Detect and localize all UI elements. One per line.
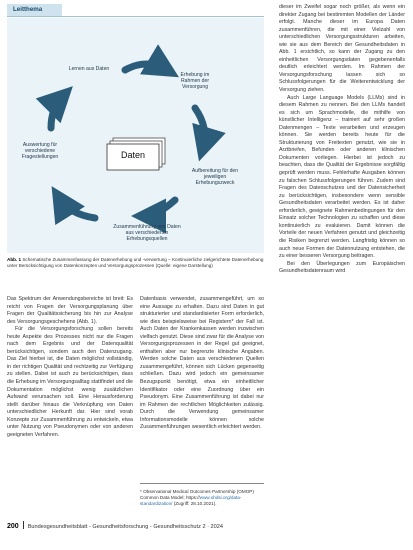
text-column-middle — [140, 296, 264, 432]
paragraph: dieser im Zweifel sogar noch größer, als wenn ein direkter Zugang bei bestimmten Modellen der Länder erfolgt. Manche dieser im Europa Daten zusammenführen, die mit einer Vielzahl von unterschiedlichen Versorgungsstrukturen arbeiten, wie sie aus dem Bereich der Gesundheitsdaten in Abb. 1 ersichtlich, so kann der Zugang zu den einheitlichen Versorgungsdaten gegebenenfalls deutlich erleichtert werden. Im Rahmen der Versorgungsforschung lassen sich so Schlussfolgerungen für die Weiterentwicklung der Versorgung ziehen. — [279, 4, 405, 94]
cycle-arrow-2 — [195, 108, 205, 148]
paragraph: Bei den Überlegungen zum Europäischen Gesundheitsdatenraum wird — [279, 260, 405, 275]
footnote — [140, 483, 264, 507]
footnote-link[interactable]: www.ohdsi.org/data-standardization/ — [140, 495, 242, 506]
caption-id: Abb. 1 — [7, 257, 22, 262]
node-auswertung: Auswertung für verschiedene Fragestellungen — [21, 142, 59, 160]
cycle-arrow-4 — [59, 198, 95, 218]
cycle-arrow-3 — [145, 200, 175, 216]
node-erhebung: Erhebung im Rahmen der Versorgung — [180, 72, 210, 90]
page-number: 200 — [7, 523, 19, 530]
figure-caption — [7, 257, 264, 268]
page-footer — [7, 521, 407, 531]
paragraph: Auch Large Language Models (LLMs) sind in diesem Rahmen zu nennen. Bei den LLMs handelt es sich um Sprachmodelle, die mithilfe von künstlicher Intelligenz – trainiert auf sehr großen Datenmengen – Texte verarbeiten und erzeugen können. Sie werden bereits heute für die Strukturierung von Freitexten genutzt, wie sie in Arztbriefen, Befunden oder anderen klinischen Dokumenten vorliegen. Hierbei ist jedoch zu beachten, dass die Qualität der Ergebnisse sorgfältig geprüft werden muss. Fehlerhafte Ausgaben können zu falschen Schlussfolgerungen führen. Zudem sind Fragen des Datenschutzes und der Datensicherheit zu berücksichtigen, insbesondere wenn sensible Gesundheitsdaten verarbeitet werden. Es ist daher erforderlich, geeignete Rahmenbedingungen für den Einsatz solcher Technologien zu schaffen und diese kontinuierlich zu evaluieren. Damit können die Vorteile der neuen Verfahren genutzt und gleichzeitig die Risiken begrenzt werden. Langfristig können so auch neue Formen der Datennutzung entstehen, die zu einer besseren Versorgung beitragen. — [279, 94, 405, 260]
footnote-tail: (Zugriff: 28.10.2021). — [172, 501, 217, 506]
node-zusammenfuehrung: Zusammenführung von Daten aus verschiedenen Erhebungsquellen — [113, 224, 181, 242]
cycle-arrow-5 — [51, 96, 63, 128]
footer-divider — [23, 521, 24, 529]
footnote-text: * Observational Medical Outcomes Partnership (OMOP) Common Data Model; https:// — [140, 489, 254, 500]
node-aufbereitung: Aufbereitung für den jeweiligen Erhebungszweck — [191, 168, 239, 186]
journal-title: Bundesgesundheitsblatt - Gesundheitsforschung - Gesundheitsschutz 2 · 2024 — [27, 524, 223, 530]
figure-panel — [7, 18, 264, 253]
center-data-label: Daten — [120, 150, 146, 160]
cycle-arrow-1 — [125, 64, 167, 70]
paragraph: Datenbasis verwendet, zusammengeführt, um so eine Aussage zu erhalten. Dazu sind Daten in gut strukturierter und standardisierter Form erforderlich, wie dies beispielsweise bei Registern* der Fall ist. Auch Daten der Krankenkassen werden inzwischen vielfach genutzt. Diese sind zwar für die Analyse von Versorgungsprozessen in der Regel gut geeignet, enthalten aber nur begrenzte klinische Angaben. Werden solche Daten aus verschiedenen Quellen zusammengeführt, können sich Lücken gegenseitig schließen. Dazu wird jedoch ein gemeinsamer Bezugspunkt benötigt, etwa ein einheitlicher Identifikator oder eine Zuordnung über ein Pseudonym. Eine Zusammenführung ist dabei nur im Rahmen der rechtlichen Möglichkeiten zulässig. Durch die Verwendung gemeinsamer Informationsmodelle können solche Zusammenführungen wesentlich erleichtert werden. — [140, 296, 264, 431]
paragraph: Für die Versorgungsforschung sollen bereits heute Aspekte des Prozesses nicht nur die Fragen nach dem Ergebnis und der Datenqualität berücksichtigen, sondern auch den Datenzugang. Das Ziel hierbei ist, die Daten möglichst vollständig, in der richtigen Qualität und rechtzeitig zur Verfügung zu stellen. Dabei ist auch zu berücksichtigen, dass die Erhebung im Versorgungsalltag stattfindet und die Dokumentation möglichst wenig zusätzlichen Aufwand verursachen soll. Eine Herausforderung stellt darüber hinaus die Verknüpfung von Daten unterschiedlicher Herkunft dar. Hier sind vorab Konzepte zur Zusammenführung zu entwickeln, etwa unter Nutzung von Pseudonymen oder von anderen geeigneten Verfahren. — [7, 326, 133, 438]
cycle-diagram — [7, 18, 264, 253]
section-label: Leitthema — [7, 4, 62, 16]
text-column-left — [7, 296, 133, 439]
paragraph: Das Spektrum der Anwendungsbereiche ist breit: Es reicht von Fragen der Versorgungsplanung über Fragen der Qualitätssicherung bis hin zur Analyse des Versorgungsgeschehens (Abb. 1). — [7, 296, 133, 325]
header-rule — [7, 16, 264, 17]
node-lernen: Lernen aus Daten — [68, 66, 110, 72]
caption-text: Schematische Zusammenfassung der Datenerhebung und -verwertung – Kontinuierliche zielgerichtete Datenerhebung unter Berücksichtigung von Datenkonzepten und Versorgungsprozessen (Quelle: eigene Darstellung) — [7, 257, 264, 268]
text-column-right — [279, 4, 405, 276]
